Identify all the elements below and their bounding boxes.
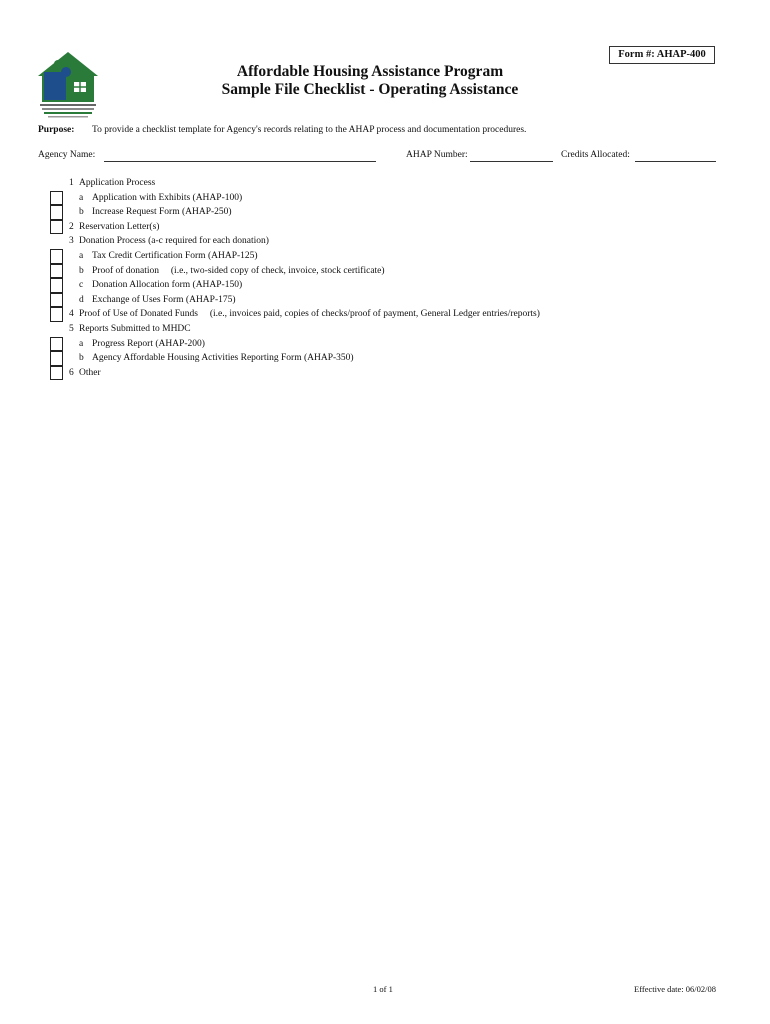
purpose-row [38, 125, 526, 135]
item-text: Proof of Use of Donated Funds (i.e., invoices paid, copies of checks/proof of payment, General Ledger entries/reports) [79, 309, 540, 320]
checklist-checkbox[interactable] [50, 366, 63, 381]
checklist-item [0, 176, 770, 191]
title-line-2: Sample File Checklist - Operating Assistance [221, 81, 519, 98]
checklist-checkbox[interactable] [50, 249, 63, 264]
item-text: Donation Allocation form (AHAP-150) [92, 280, 243, 291]
housing-puzzle-logo-icon [36, 50, 100, 120]
checklist-item [0, 307, 770, 322]
ahap-number-field[interactable] [470, 161, 553, 162]
checklist-item [0, 366, 770, 381]
item-text: Reports Submitted to MHDC [79, 324, 191, 334]
item-letter: b [79, 207, 84, 218]
agency-info-row [0, 150, 770, 164]
agency-name-label: Agency Name: [38, 150, 96, 160]
checklist-item [0, 264, 770, 279]
checklist-checkbox[interactable] [50, 307, 63, 322]
item-text: Application Process [79, 178, 156, 188]
checklist-item [0, 322, 770, 337]
item-text: Reservation Letter(s) [79, 221, 160, 232]
item-text: Proof of donation (i.e., two-sided copy of check, invoice, stock certificate) [92, 265, 385, 276]
item-text: Exchange of Uses Form (AHAP-175) [92, 294, 236, 305]
checklist-item [0, 191, 770, 206]
ahap-number-label: AHAP Number: [406, 150, 468, 160]
item-number: 6 [69, 367, 74, 378]
checklist-checkbox[interactable] [50, 278, 63, 293]
checklist-item [0, 293, 770, 308]
item-number: 4 [69, 309, 74, 320]
item-number: 3 [69, 236, 74, 247]
item-text: Application with Exhibits (AHAP-100) [92, 192, 243, 203]
item-letter: b [79, 353, 84, 364]
document-title [170, 63, 570, 99]
item-number: 2 [69, 221, 74, 232]
checklist-item [0, 249, 770, 264]
purpose-label: Purpose: [38, 125, 75, 135]
checklist-item [0, 337, 770, 352]
title-line-1: Affordable Housing Assistance Program [236, 63, 504, 80]
credits-allocated-field[interactable] [635, 161, 716, 162]
item-number: 5 [69, 324, 74, 334]
item-letter: a [79, 192, 84, 203]
checklist-checkbox[interactable] [50, 337, 63, 352]
item-letter: c [79, 280, 84, 291]
credits-allocated-label: Credits Allocated: [561, 150, 630, 160]
checklist-item [0, 205, 770, 220]
checklist-item [0, 278, 770, 293]
item-text: Progress Report (AHAP-200) [92, 338, 205, 349]
item-text: Donation Process (a-c required for each donation) [79, 236, 269, 247]
agency-name-field[interactable] [104, 161, 376, 162]
item-text: Other [79, 367, 101, 378]
checklist-checkbox[interactable] [50, 293, 63, 308]
item-letter: b [79, 265, 84, 276]
purpose-text: To provide a checklist template for Agency's records relating to the AHAP process and documentation procedures. [92, 125, 527, 135]
checklist-checkbox[interactable] [50, 351, 63, 366]
checklist-item [0, 234, 770, 249]
item-text: Agency Affordable Housing Activities Reporting Form (AHAP-350) [92, 353, 354, 364]
item-text: Increase Request Form (AHAP-250) [92, 207, 232, 218]
item-letter: d [79, 294, 84, 305]
checklist-checkbox[interactable] [50, 205, 63, 220]
item-text: Tax Credit Certification Form (AHAP-125) [92, 251, 258, 261]
checklist-checkbox[interactable] [50, 220, 63, 235]
checklist-checkbox[interactable] [50, 191, 63, 206]
checklist-item [0, 220, 770, 235]
checklist-checkbox[interactable] [50, 264, 63, 279]
page-number: 1 of 1 [373, 984, 393, 994]
effective-date: Effective date: 06/02/08 [634, 984, 716, 994]
checklist-item [0, 351, 770, 366]
form-number-box: Form #: AHAP-400 [609, 46, 715, 64]
item-letter: a [79, 338, 84, 349]
item-letter: a [79, 251, 84, 261]
item-number: 1 [69, 178, 74, 188]
